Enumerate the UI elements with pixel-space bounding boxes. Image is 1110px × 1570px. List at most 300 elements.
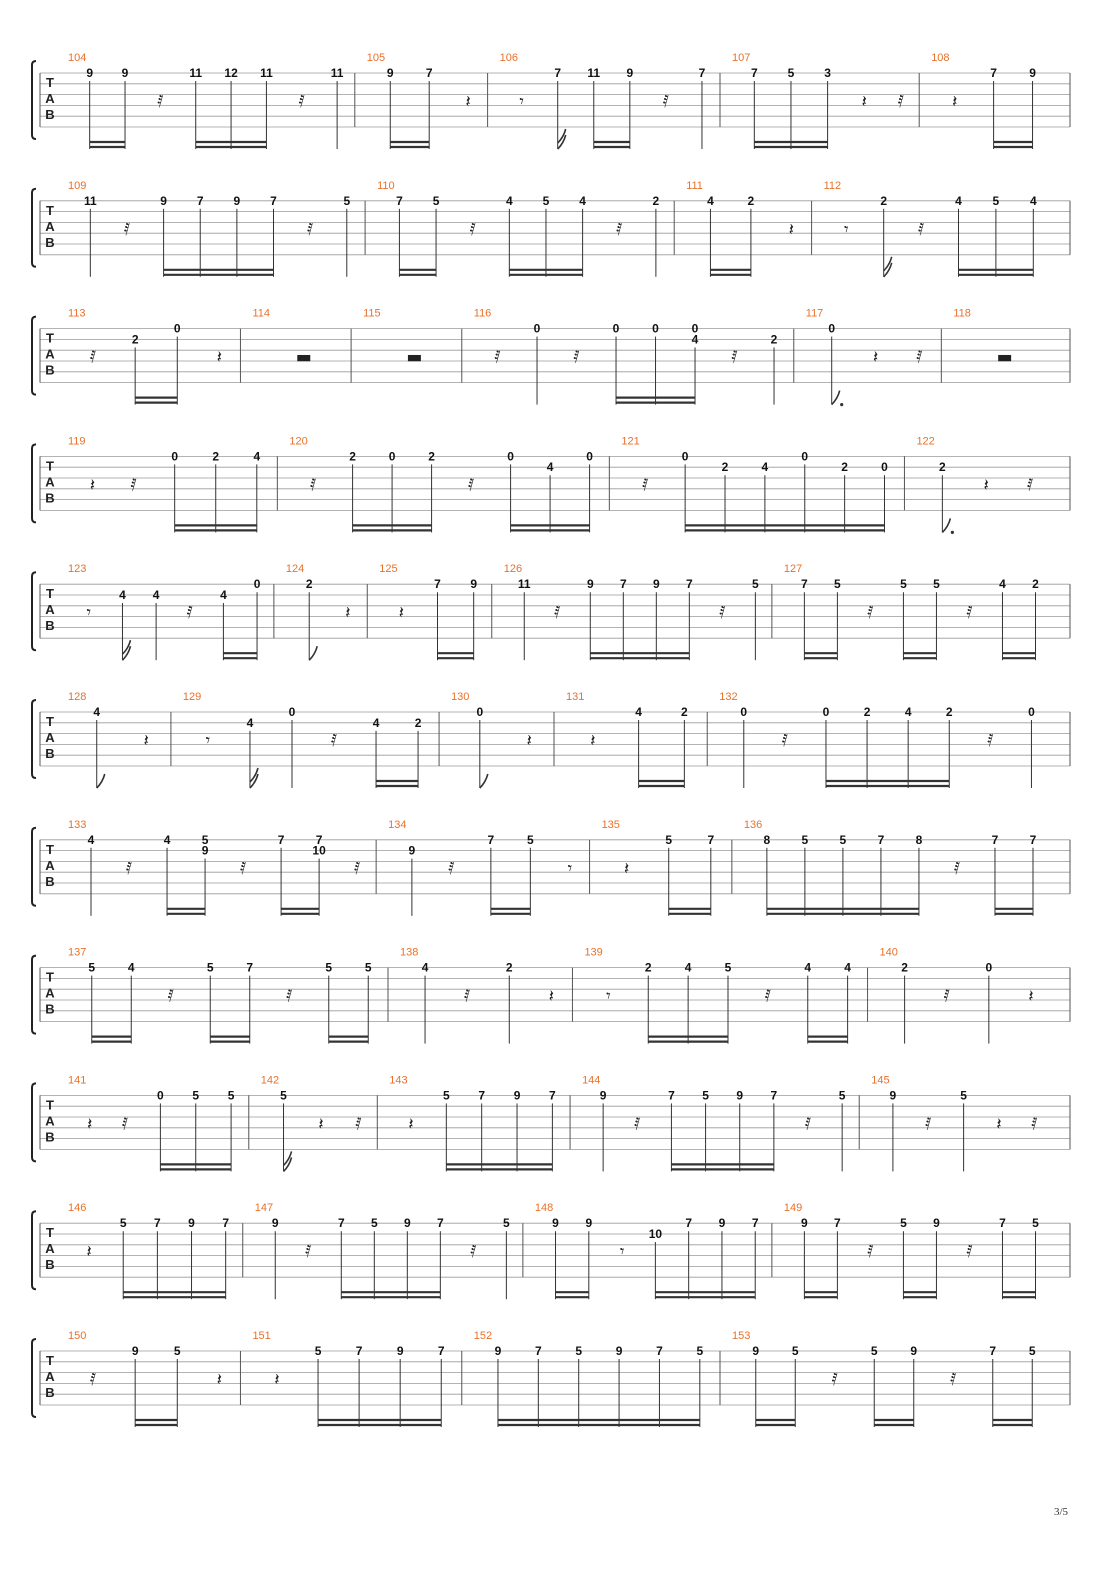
rest-symbol: 𝅀 [966, 1242, 973, 1263]
measure [554, 691, 688, 788]
tab-system [32, 1330, 1070, 1427]
measure-number: 119 [68, 435, 86, 448]
fret-number: 5 [702, 1088, 709, 1103]
rest-symbol: 𝄽 [274, 1370, 280, 1390]
measure-number: 137 [68, 946, 87, 959]
rest-symbol: 𝅀 [355, 1114, 362, 1135]
note-flag [884, 257, 892, 271]
rest-symbol: 𝅀 [305, 1242, 312, 1263]
measure [68, 435, 260, 532]
fret-number: 5 [791, 1344, 799, 1358]
rest-symbol: 𝄽 [1028, 986, 1034, 1007]
fret-number: 5 [787, 66, 795, 80]
measure [941, 308, 1012, 383]
fret-number: 7 [834, 1216, 841, 1231]
fret-number: 5 [900, 577, 907, 592]
fret-number: 2 [901, 960, 908, 975]
fret-number: 7 [270, 193, 277, 208]
rest-symbol: 𝄽 [996, 1114, 1002, 1135]
fret-number: 8 [763, 832, 771, 847]
measure-number: 141 [68, 1074, 87, 1087]
fret-number: 9 [910, 1344, 918, 1358]
rest-symbol: 𝄽 [872, 347, 879, 368]
system-bracket [32, 317, 36, 395]
note-flag [250, 768, 258, 782]
fret-number: 0 [822, 705, 830, 719]
fret-number: 9 [494, 1344, 502, 1358]
system-bracket [32, 1211, 36, 1289]
fret-number: 2 [1032, 577, 1039, 592]
fret-number: 4 [707, 193, 714, 208]
rest-symbol: 𝅀 [121, 1114, 129, 1135]
fret-number: 4 [119, 588, 126, 602]
measure-number: 138 [400, 946, 419, 959]
rest-symbol: 𝅀 [953, 858, 961, 879]
rest-symbol: 𝅀 [167, 986, 174, 1007]
fret-number: 4 [804, 960, 812, 975]
fret-number: 7 [685, 577, 693, 592]
fret-number: 7 [1029, 832, 1037, 847]
rest-symbol: 𝄽 [216, 1370, 222, 1390]
tab-clef-letter: B [45, 873, 55, 889]
tab-clef-letter: A [45, 857, 55, 873]
measure [570, 1074, 846, 1171]
fret-number: 0 [691, 321, 699, 336]
fret-number: 7 [877, 832, 885, 847]
fret-number: 9 [718, 1216, 726, 1231]
system-bracket [32, 700, 36, 778]
fret-number: 9 [233, 193, 241, 208]
tab-system [32, 1074, 1070, 1171]
fret-number: 4 [87, 832, 95, 847]
fret-number: 4 [691, 332, 699, 347]
measure [492, 563, 759, 660]
measure-number: 147 [254, 1202, 274, 1215]
fret-number: 0 [171, 449, 179, 464]
measure [171, 691, 422, 788]
measure [365, 180, 659, 277]
fret-number: 0 [253, 577, 261, 592]
tab-clef-letter: T [46, 1097, 54, 1113]
rest-symbol: 𝅀 [130, 475, 137, 496]
tab-clef-letter: B [45, 490, 55, 506]
measure-number: 120 [289, 435, 308, 448]
fret-number: 5 [280, 1088, 287, 1103]
tab-clef-letter: T [46, 841, 54, 857]
measure-number: 109 [68, 179, 87, 192]
rest-symbol: 𝅀 [616, 219, 623, 240]
fret-number: 2 [939, 460, 946, 475]
measure-number: 118 [953, 307, 971, 320]
fret-number: 2 [721, 460, 729, 475]
fret-number: 7 [277, 832, 285, 847]
fret-number: 7 [246, 960, 254, 975]
fret-number: 5 [801, 832, 809, 847]
fret-number: 9 [552, 1216, 559, 1231]
fret-number: 0 [533, 321, 541, 336]
fret-number: 7 [154, 1216, 161, 1231]
rest-symbol: 𝅀 [307, 219, 314, 240]
measure-number: 111 [686, 179, 703, 192]
fret-number: 0 [828, 321, 836, 336]
measure [572, 947, 851, 1044]
measure [243, 1202, 510, 1299]
fret-number: 5 [88, 960, 96, 975]
rest-symbol: 𝅀 [897, 92, 905, 112]
fret-number: 7 [770, 1088, 778, 1103]
measure-number: 108 [931, 52, 950, 64]
fret-number: 9 [408, 843, 416, 858]
fret-number: 5 [503, 1216, 510, 1231]
fret-number: 5 [173, 1344, 181, 1358]
tab-clef-letter: A [45, 730, 55, 745]
fret-number: 4 [579, 193, 586, 208]
system-bracket [32, 61, 36, 139]
fret-number: 7 [668, 1088, 675, 1103]
measure-number: 128 [68, 691, 87, 703]
fret-number: 9 [201, 843, 209, 858]
fret-number: 4 [761, 460, 769, 475]
fret-number: 2 [841, 460, 848, 475]
measure [523, 1202, 759, 1299]
fret-number: 0 [173, 321, 181, 336]
rest-symbol: 𝄽 [548, 986, 554, 1007]
tab-clef-letter: T [46, 202, 54, 218]
measure [355, 52, 471, 149]
fret-number: 4 [163, 832, 171, 847]
fret-number: 4 [955, 193, 962, 208]
rest-symbol: 𝅀 [448, 858, 455, 879]
fret-number: 4 [220, 588, 227, 602]
fret-number: 5 [838, 1088, 846, 1103]
measure-number: 143 [389, 1074, 408, 1087]
measure-number: 121 [621, 435, 640, 448]
measure [462, 1330, 704, 1427]
fret-number: 5 [834, 577, 841, 592]
fret-number: 7 [315, 832, 323, 847]
measure-number: 139 [584, 946, 603, 959]
fret-number: 11 [83, 193, 97, 208]
fret-number: 5 [206, 960, 214, 975]
rest-symbol: 𝅀 [239, 858, 247, 879]
rest-symbol: 𝅀 [573, 347, 580, 368]
measure-number: 110 [377, 179, 395, 192]
fret-number: 2 [880, 193, 888, 208]
measure-number: 113 [68, 307, 86, 320]
note-flag [480, 774, 488, 788]
measure-number: 151 [252, 1330, 271, 1342]
fret-number: 9 [121, 66, 129, 80]
measure [812, 180, 1037, 277]
rest-symbol: 𝄽 [590, 731, 596, 751]
fret-number: 4 [127, 960, 135, 975]
measure [68, 1330, 222, 1427]
fret-number: 9 [586, 577, 594, 592]
fret-number: 5 [575, 1344, 583, 1358]
rest-symbol: 𝄽 [398, 603, 404, 624]
tab-clef-letter: B [45, 1257, 55, 1273]
rest-symbol: 𝅀 [987, 731, 994, 751]
tab-clef-letter: T [46, 330, 54, 346]
fret-number: 9 [752, 1344, 760, 1358]
rest-symbol: 𝄾 [205, 731, 211, 751]
fret-number: 7 [434, 577, 441, 592]
tab-clef-letter: T [46, 1225, 54, 1241]
fret-number: 10 [648, 1227, 663, 1241]
measure [674, 180, 794, 277]
fret-number: 2 [505, 960, 513, 975]
measure [68, 691, 149, 788]
tab-clef-letter: A [45, 346, 55, 362]
fret-number: 9 [933, 1216, 940, 1231]
note-flag [284, 1151, 292, 1165]
measure-number: 133 [68, 818, 87, 831]
fret-number: 5 [665, 832, 673, 847]
fret-number: 0 [507, 449, 514, 464]
tab-clef-letter: T [46, 714, 54, 729]
measure-number: 148 [534, 1202, 554, 1215]
tab-clef-letter: B [45, 234, 55, 250]
fret-number: 7 [478, 1088, 486, 1103]
measure [249, 1074, 362, 1171]
fret-number: 7 [549, 1088, 556, 1103]
measure-number: 126 [503, 563, 523, 576]
fret-number: 11 [330, 66, 344, 80]
measure [488, 52, 706, 149]
measure [868, 947, 1034, 1044]
measure-number: 152 [473, 1330, 493, 1342]
rest-symbol: 𝄽 [408, 1114, 414, 1135]
measure-number: 122 [916, 435, 935, 448]
fret-number: 9 [513, 1088, 521, 1103]
fret-number: 2 [428, 449, 435, 464]
fret-number: 7 [534, 1344, 542, 1358]
fret-number: 7 [990, 66, 997, 80]
fret-number: 0 [1028, 705, 1035, 719]
note-flag [832, 391, 840, 405]
measure [609, 435, 888, 532]
rest-symbol: 𝅀 [123, 219, 131, 240]
rest-symbol: 𝅀 [186, 603, 193, 624]
measure [68, 308, 222, 405]
measure-number: 130 [451, 691, 470, 703]
tab-system [32, 52, 1070, 149]
fret-number: 7 [698, 66, 706, 80]
tab-clef-letter: B [45, 746, 55, 761]
measure [377, 1074, 556, 1171]
tab-clef-letter: B [45, 1129, 55, 1145]
tab-clef-letter: B [45, 107, 55, 122]
fret-number: 2 [349, 449, 356, 464]
measure-number: 134 [388, 818, 407, 831]
measure-number: 104 [68, 52, 87, 64]
measure [794, 308, 923, 407]
measure-number: 149 [783, 1202, 803, 1215]
fret-number: 9 [615, 1344, 623, 1358]
fret-number: 4 [505, 193, 513, 208]
fret-number: 4 [1029, 193, 1037, 208]
fret-number: 7 [801, 577, 808, 592]
measure [68, 947, 372, 1044]
tab-clef-letter: T [46, 75, 54, 90]
tab-system [32, 1202, 1070, 1299]
rest-symbol: 𝅀 [764, 986, 772, 1007]
fret-number: 9 [386, 66, 394, 80]
measure-number: 105 [366, 52, 386, 64]
measure-number: 115 [363, 307, 381, 320]
fret-number: 5 [933, 577, 940, 592]
measure [240, 308, 311, 383]
fret-number: 0 [881, 460, 888, 475]
fret-number: 11 [587, 66, 601, 80]
measure-number: 129 [182, 691, 202, 703]
rest-symbol: 𝅀 [781, 731, 789, 751]
measure [707, 691, 1035, 788]
rest-symbol: 𝄽 [624, 858, 630, 879]
fret-number: 2 [863, 705, 871, 719]
rest-symbol: 𝅀 [125, 858, 133, 879]
fret-number: 0 [740, 705, 748, 719]
fret-number: 9 [396, 1344, 404, 1358]
tab-clef-letter: T [46, 586, 54, 602]
fret-number: 7 [425, 66, 433, 80]
note-flag [122, 640, 130, 654]
rest-symbol: 𝄾 [619, 1242, 625, 1263]
note-flag [309, 646, 317, 660]
rest-symbol: 𝅀 [831, 1370, 838, 1390]
measure [351, 308, 422, 383]
fret-number: 9 [403, 1216, 411, 1231]
tab-clef-letter: A [45, 1113, 55, 1129]
rest-symbol: 𝅀 [867, 1242, 874, 1263]
tab-clef-letter: B [45, 1385, 55, 1400]
fret-number: 4 [93, 705, 101, 719]
fret-number: 4 [421, 960, 429, 975]
fret-number: 5 [364, 960, 372, 975]
fret-number: 7 [999, 1216, 1006, 1231]
rest-symbol: 𝅀 [642, 475, 649, 496]
dot [840, 403, 843, 406]
fret-number: 7 [554, 66, 562, 80]
rest-symbol: 𝅀 [354, 858, 361, 879]
fret-number: 7 [396, 193, 403, 208]
fret-number: 5 [960, 1088, 967, 1103]
measure [859, 1074, 1037, 1171]
fret-number: 8 [915, 832, 923, 847]
fret-number: 2 [131, 332, 139, 347]
fret-number: 9 [86, 66, 94, 80]
note-flag [942, 518, 950, 532]
fret-number: 10 [312, 843, 326, 858]
fret-number: 4 [999, 577, 1006, 592]
fret-number: 9 [736, 1088, 744, 1103]
measure-number: 146 [68, 1202, 87, 1215]
fret-number: 12 [224, 66, 238, 80]
tab-clef-letter: A [45, 985, 55, 1001]
rest-symbol: 𝅀 [464, 986, 471, 1007]
rest-symbol: 𝅀 [731, 347, 738, 368]
tab-clef-letter: B [45, 1001, 55, 1017]
measure [68, 1074, 235, 1171]
tab-clef-letter: A [45, 1241, 55, 1257]
note-flag [558, 129, 566, 143]
rest-symbol: 𝅀 [950, 1370, 957, 1390]
measure [462, 308, 778, 405]
fret-number: 9 [889, 1088, 897, 1103]
tab-system [32, 691, 1070, 788]
rest-symbol: 𝄽 [952, 92, 958, 112]
fret-number: 5 [900, 1216, 907, 1231]
fret-number: 4 [253, 449, 261, 464]
fret-number: 0 [612, 321, 620, 336]
rest-symbol: 𝄾 [844, 219, 849, 240]
rest-symbol: 𝅀 [298, 92, 305, 112]
rest-symbol: 𝅀 [89, 1370, 97, 1390]
fret-number: 7 [619, 577, 627, 592]
measure-number: 140 [879, 946, 898, 959]
fret-number: 7 [751, 1216, 759, 1231]
measure-number: 153 [732, 1330, 751, 1342]
tab-clef-letter: B [45, 362, 55, 378]
system-bracket [32, 189, 36, 267]
fret-number: 5 [370, 1216, 378, 1231]
fret-number: 9 [470, 577, 478, 592]
fret-number: 5 [752, 577, 759, 592]
fret-number: 0 [652, 321, 659, 336]
fret-number: 11 [517, 577, 531, 592]
fret-number: 9 [626, 66, 634, 80]
measure-number: 135 [601, 818, 620, 831]
fret-number: 9 [652, 577, 660, 592]
fret-number: 11 [189, 66, 203, 80]
fret-number: 9 [188, 1216, 195, 1231]
rest-symbol: 𝅀 [1031, 1114, 1038, 1135]
rest-symbol: 𝅀 [157, 92, 164, 112]
fret-number: 3 [824, 66, 831, 80]
rest-symbol: ▬ [295, 347, 312, 368]
fret-number: 5 [1032, 1216, 1039, 1231]
measure-number: 150 [68, 1330, 87, 1342]
rest-symbol: 𝅀 [286, 986, 293, 1007]
fret-number: 7 [222, 1216, 230, 1231]
rest-symbol: 𝄾 [606, 986, 611, 1007]
fret-number: 7 [437, 1344, 445, 1358]
rest-symbol: 𝅀 [634, 1114, 641, 1135]
tab-system [32, 563, 1070, 660]
measure-number: 132 [719, 691, 738, 703]
measure [439, 691, 532, 788]
fret-number: 7 [750, 66, 758, 80]
rest-symbol: 𝅀 [966, 603, 973, 624]
fret-number: 0 [288, 705, 296, 719]
fret-number: 5 [839, 832, 847, 847]
rest-symbol: 𝅀 [467, 475, 475, 496]
system-bracket [32, 1083, 36, 1161]
tab-clef-letter: B [45, 618, 55, 634]
rest-symbol: ▬ [996, 347, 1013, 368]
fret-number: 0 [476, 705, 484, 719]
measure-number: 107 [732, 52, 751, 64]
fret-number: 5 [526, 832, 534, 847]
measure-number: 124 [285, 563, 305, 576]
measure-number: 136 [743, 818, 763, 831]
rest-symbol: 𝄽 [318, 1114, 324, 1135]
rest-symbol: 𝄾 [519, 92, 524, 112]
fret-number: 0 [681, 449, 689, 464]
fret-number: 7 [487, 832, 495, 847]
rest-symbol: 𝄽 [86, 1242, 92, 1263]
fret-number: 5 [227, 1088, 235, 1103]
